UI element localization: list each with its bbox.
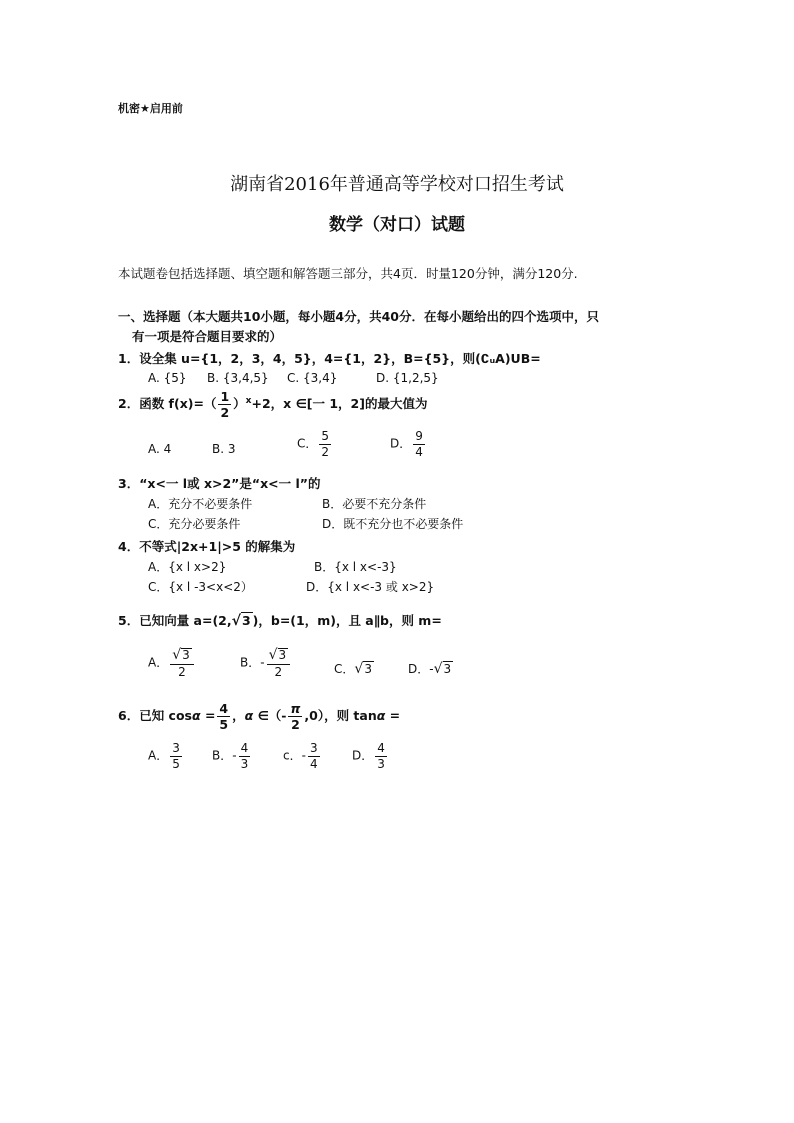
q5-option-a: A． $\frac{√3}{2}$: [148, 648, 196, 678]
q2-option-d: D． $\frac{9}{4}$: [390, 429, 423, 459]
q1-option-d: D. {1,2,5}: [376, 371, 439, 385]
q3-option-b: B．必要不充分条件: [322, 497, 427, 511]
q6-option-b: B．- $\frac{4}{3}$: [212, 741, 249, 771]
q4-option-c: C．{x l -3<x<2）: [148, 580, 253, 594]
q2-option-b: B. 3: [212, 442, 236, 456]
q6-option-a: A． $\frac{3}{5}$: [148, 741, 180, 771]
q2-option-c: C． $\frac{5}{2}$: [297, 429, 330, 459]
q3-option-a: A．充分不必要条件: [148, 497, 253, 511]
q5-option-d: D．-√3: [408, 661, 452, 677]
exam-subtitle: 数学（对口）试题: [329, 215, 465, 235]
q3-option-c: C．充分必要条件: [148, 517, 241, 531]
question-4-stem: 4．不等式|2x+1|>5 的解集为: [118, 539, 296, 554]
question-5-stem: 5．已知向量 a=(2,√3 )，b=(1，m)，且 a∥b，则 m=: [118, 613, 442, 629]
section-heading: 一、选择题（本大题共10小题，每小题4分，共40分．在每小题给出的四个选项中，只: [118, 309, 599, 324]
q1-option-a: A. {5}: [148, 371, 187, 385]
fraction: $\frac{1}{2}$: [220, 389, 230, 421]
q1-option-c: C. {3,4}: [287, 371, 338, 385]
q4-option-a: A．{x l x>2}: [148, 560, 227, 574]
q6-option-c: c．- $\frac{3}{4}$: [283, 741, 318, 771]
q6-option-d: D． $\frac{4}{3}$: [352, 741, 385, 771]
q3-option-d: D．既不充分也不必要条件: [322, 517, 464, 531]
q4-option-d: D．{x l x<-3 或 x>2}: [306, 580, 435, 594]
section-heading-cont: 有一项是符合题目要求的）: [132, 329, 283, 344]
exam-title: 湖南省2016年普通高等学校对口招生考试: [230, 174, 564, 195]
question-3-stem: 3．“x<一 l或 x>2”是“x<一 l”的: [118, 476, 321, 491]
q2-option-a: A. 4: [148, 442, 172, 456]
confidential-mark: 机密★启用前: [118, 102, 183, 115]
question-6-stem: 6．已知 cosα = $\frac{4}{5}$ ，α ∈（- $\frac{\pi}{2}$ ,0），则 tanα =: [118, 701, 401, 733]
question-1-stem: 1．设全集 u={1，2，3，4，5}，4={1，2}，B={5}，则(∁ᵤA)UB=: [118, 351, 541, 366]
q1-option-b: B. {3,4,5}: [207, 371, 269, 385]
question-2-stem: 2．函数 f(x)=（ $\frac{1}{2}$ ）$^x$+2，x ∈[一 1，2]的最大值为: [118, 389, 428, 421]
q5-option-b: B．- $\frac{√3}{2}$: [240, 648, 292, 678]
exam-instructions: 本试题卷包括选择题、填空题和解答题三部分，共4页．时量120分钟，满分120分.: [118, 266, 578, 281]
q5-option-c: C．√3: [334, 661, 372, 677]
q4-option-b: B．{x l x<-3}: [314, 560, 397, 574]
